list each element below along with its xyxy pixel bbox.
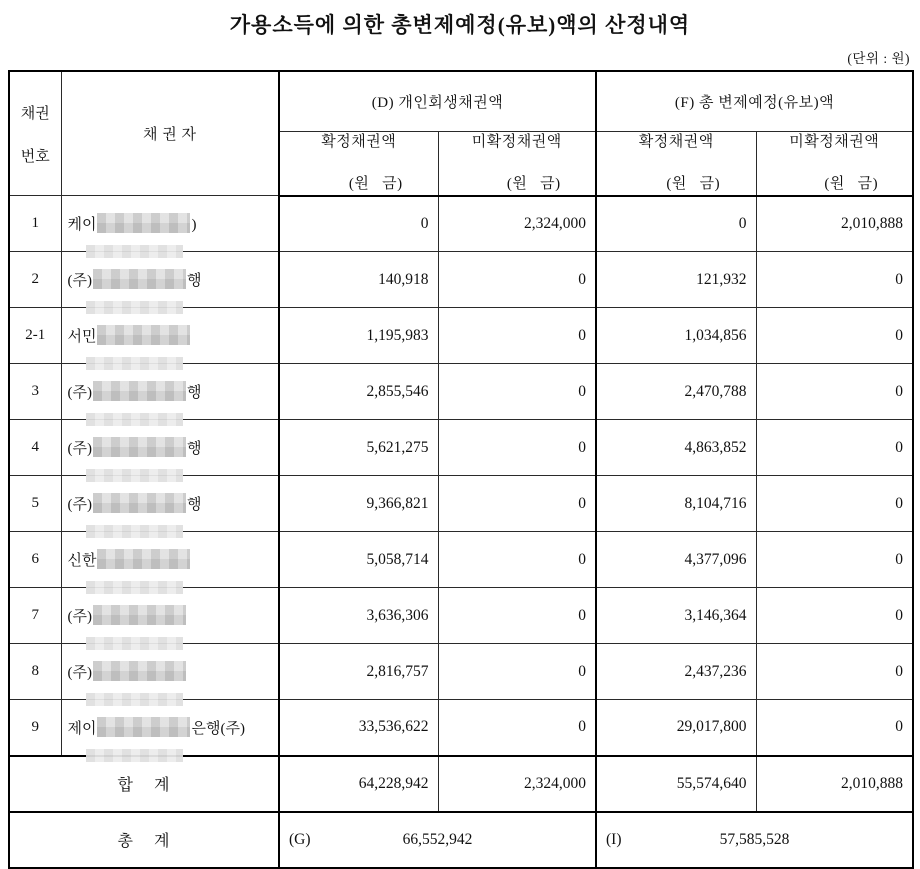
cell-d-unfixed-amount: 0 <box>438 252 596 308</box>
creditor-name-prefix: 신한 <box>67 553 97 569</box>
cell-d-unfixed-amount: 0 <box>438 532 596 588</box>
cell-f-unfixed-amount: 0 <box>756 588 913 644</box>
grandtotal-i-cell <box>596 812 913 868</box>
claim-row <box>9 700 913 756</box>
cell-d-fixed-amount: 5,621,275 <box>279 420 438 476</box>
cell-f-unfixed-amount: 0 <box>756 700 913 756</box>
cell-creditor <box>61 308 279 364</box>
creditor-name-prefix: (주) <box>67 385 92 401</box>
header-f-unfixed-title: 미확정채권액 <box>789 133 880 150</box>
cell-d-fixed-amount: 3,636,306 <box>279 588 438 644</box>
grandtotal-i-value: 57,585,528 <box>719 830 790 848</box>
redaction-block <box>93 381 186 401</box>
header-claim-number-line2: 번호 <box>20 148 50 165</box>
cell-f-fixed-amount: 4,863,852 <box>596 420 756 476</box>
subtotal-f-unfixed: 2,010,888 <box>756 756 913 812</box>
redaction-block <box>97 717 190 737</box>
redaction-block <box>97 549 190 569</box>
creditor-name-prefix: 케이 <box>67 217 97 233</box>
header-d-fixed-title: 확정채권액 <box>321 133 397 150</box>
header-f-fixed-title: 확정채권액 <box>638 133 714 150</box>
header-d-fixed-principal: (원 금) <box>348 175 403 192</box>
redaction-strip <box>86 637 183 650</box>
redaction-strip <box>86 469 183 482</box>
subtotal-label: 합 계 <box>9 756 279 812</box>
repayment-calculation-table <box>8 70 914 869</box>
cell-creditor <box>61 252 279 308</box>
header-d-fixed <box>279 131 438 196</box>
redaction-strip <box>86 301 183 314</box>
cell-f-unfixed-amount: 0 <box>756 252 913 308</box>
claim-row <box>9 644 913 700</box>
cell-d-unfixed-amount: 0 <box>438 308 596 364</box>
cell-f-fixed-amount: 121,932 <box>596 252 756 308</box>
claim-row <box>9 364 913 420</box>
redaction-block <box>93 605 186 625</box>
redaction-block <box>93 661 186 681</box>
subtotal-d-fixed: 64,228,942 <box>279 756 438 812</box>
grandtotal-g-cell <box>279 812 596 868</box>
cell-creditor <box>61 700 279 756</box>
redaction-strip <box>86 245 183 258</box>
creditor-name-suffix: 행 <box>186 385 202 401</box>
cell-claim-number: 8 <box>9 644 61 700</box>
cell-claim-number: 1 <box>9 196 61 252</box>
cell-d-unfixed-amount: 0 <box>438 588 596 644</box>
cell-claim-number: 4 <box>9 420 61 476</box>
cell-f-unfixed-amount: 0 <box>756 532 913 588</box>
claim-row <box>9 252 913 308</box>
grandtotal-g-mark: (G) <box>289 830 311 848</box>
cell-claim-number: 5 <box>9 476 61 532</box>
cell-creditor <box>61 364 279 420</box>
cell-d-fixed-amount: 9,366,821 <box>279 476 438 532</box>
subtotal-f-fixed: 55,574,640 <box>596 756 756 812</box>
cell-d-unfixed-amount: 0 <box>438 644 596 700</box>
header-d-unfixed <box>438 131 596 196</box>
redaction-block <box>93 437 186 457</box>
cell-f-fixed-amount: 2,437,236 <box>596 644 756 700</box>
cell-claim-number: 6 <box>9 532 61 588</box>
cell-creditor <box>61 532 279 588</box>
cell-creditor <box>61 588 279 644</box>
cell-f-fixed-amount: 0 <box>596 196 756 252</box>
header-creditor: 채 권 자 <box>61 71 279 196</box>
cell-d-fixed-amount: 33,536,622 <box>279 700 438 756</box>
cell-d-fixed-amount: 5,058,714 <box>279 532 438 588</box>
cell-d-unfixed-amount: 0 <box>438 476 596 532</box>
cell-d-fixed-amount: 2,855,546 <box>279 364 438 420</box>
header-f-fixed <box>596 131 756 196</box>
cell-f-unfixed-amount: 0 <box>756 364 913 420</box>
header-claim-number-line1: 채권 <box>20 105 50 122</box>
cell-f-unfixed-amount: 0 <box>756 644 913 700</box>
redaction-strip <box>86 357 183 370</box>
cell-f-fixed-amount: 1,034,856 <box>596 308 756 364</box>
claim-row <box>9 588 913 644</box>
creditor-name-suffix: ) <box>191 217 197 233</box>
header-f-unfixed-principal: (원 금) <box>824 175 879 192</box>
header-group-d: (D) 개인회생채권액 <box>279 71 596 131</box>
claim-row <box>9 196 913 252</box>
cell-f-unfixed-amount: 0 <box>756 308 913 364</box>
creditor-name-prefix: (주) <box>67 273 92 289</box>
redaction-block <box>97 213 190 233</box>
header-group-f: (F) 총 변제예정(유보)액 <box>596 71 913 131</box>
claim-row <box>9 308 913 364</box>
creditor-name-prefix: 서민 <box>67 329 97 345</box>
cell-f-unfixed-amount: 0 <box>756 420 913 476</box>
subtotal-d-unfixed: 2,324,000 <box>438 756 596 812</box>
cell-d-unfixed-amount: 0 <box>438 364 596 420</box>
cell-f-fixed-amount: 4,377,096 <box>596 532 756 588</box>
cell-claim-number: 2-1 <box>9 308 61 364</box>
creditor-name-suffix: 행 <box>186 497 202 513</box>
cell-f-fixed-amount: 3,146,364 <box>596 588 756 644</box>
cell-d-fixed-amount: 140,918 <box>279 252 438 308</box>
redaction-strip <box>86 581 183 594</box>
creditor-name-suffix: 행 <box>186 441 202 457</box>
cell-d-fixed-amount: 2,816,757 <box>279 644 438 700</box>
header-d-unfixed-principal: (원 금) <box>506 175 561 192</box>
creditor-name-prefix: (주) <box>67 497 92 513</box>
creditor-name-prefix: 제이 <box>67 720 97 737</box>
cell-creditor <box>61 476 279 532</box>
header-d-unfixed-title: 미확정채권액 <box>471 133 562 150</box>
creditor-name-suffix: 은행(주) <box>191 720 245 737</box>
document-title: 가용소득에 의한 총변제예정(유보)액의 산정내역 <box>229 13 691 37</box>
cell-d-unfixed-amount: 0 <box>438 700 596 756</box>
cell-f-fixed-amount: 2,470,788 <box>596 364 756 420</box>
cell-f-unfixed-amount: 2,010,888 <box>756 196 913 252</box>
creditor-name-prefix: (주) <box>67 609 92 625</box>
grandtotal-i-mark: (I) <box>606 830 622 848</box>
header-f-unfixed <box>756 131 913 196</box>
redaction-strip <box>86 693 183 706</box>
creditor-name-suffix: 행 <box>186 273 202 289</box>
claim-row <box>9 476 913 532</box>
subtotal-row <box>9 756 913 812</box>
cell-f-unfixed-amount: 0 <box>756 476 913 532</box>
redaction-strip <box>86 525 183 538</box>
cell-creditor <box>61 420 279 476</box>
grandtotal-g-value: 66,552,942 <box>402 830 473 848</box>
cell-d-unfixed-amount: 2,324,000 <box>438 196 596 252</box>
creditor-name-prefix: (주) <box>67 441 92 457</box>
cell-claim-number: 3 <box>9 364 61 420</box>
cell-f-fixed-amount: 8,104,716 <box>596 476 756 532</box>
unit-label: (단위 : 원) <box>847 51 910 66</box>
cell-f-fixed-amount: 29,017,800 <box>596 700 756 756</box>
grandtotal-row <box>9 812 913 868</box>
grandtotal-label: 총 계 <box>9 812 279 868</box>
redaction-strip <box>86 413 183 426</box>
cell-d-fixed-amount: 0 <box>279 196 438 252</box>
cell-creditor <box>61 196 279 252</box>
header-claim-number <box>9 71 61 196</box>
cell-d-fixed-amount: 1,195,983 <box>279 308 438 364</box>
redaction-strip <box>86 749 183 762</box>
creditor-name-prefix: (주) <box>67 665 92 681</box>
header-f-fixed-principal: (원 금) <box>666 175 721 192</box>
cell-d-unfixed-amount: 0 <box>438 420 596 476</box>
claim-row <box>9 420 913 476</box>
cell-claim-number: 2 <box>9 252 61 308</box>
redaction-block <box>93 269 186 289</box>
cell-creditor <box>61 644 279 700</box>
redaction-block <box>93 493 186 513</box>
cell-claim-number: 7 <box>9 588 61 644</box>
redaction-block <box>97 325 190 345</box>
claim-row <box>9 532 913 588</box>
cell-claim-number: 9 <box>9 700 61 756</box>
